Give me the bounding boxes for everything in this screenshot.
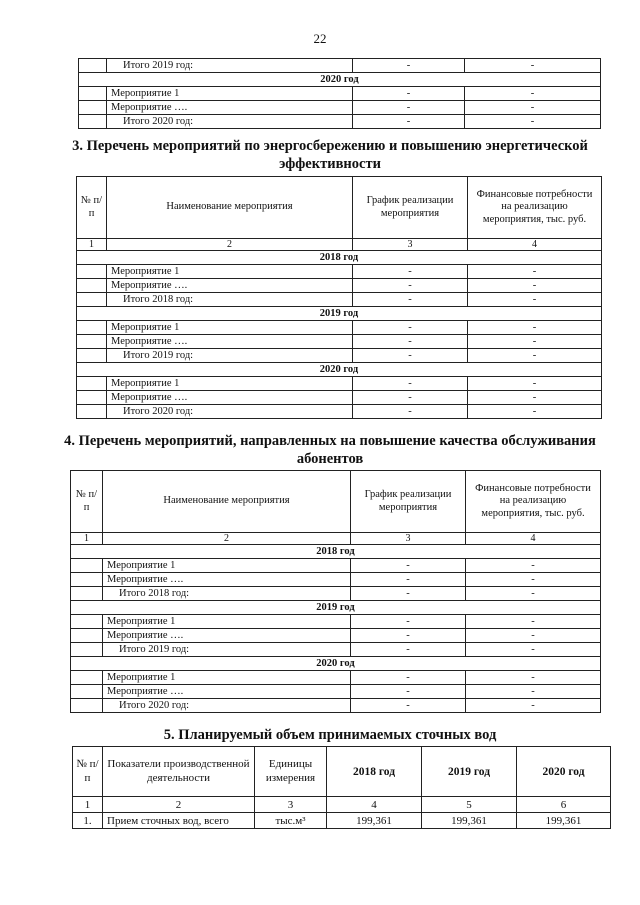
table-row: Итого 2019 год: - - <box>79 59 601 73</box>
table-row: Мероприятие 1 - - <box>77 265 602 279</box>
table-row: Итого 2019 год: - - <box>77 349 602 363</box>
year-label: 2020 год <box>71 657 601 671</box>
year-label: 2020 год <box>77 363 602 377</box>
header-row: № п/п Наименование мероприятия График реализации мероприятия Финансовые потребности на реализацию мероприятия, тыс. руб. <box>71 471 601 533</box>
table-row <box>77 363 602 377</box>
table-row: Итого 2018 год: - - <box>71 587 601 601</box>
table-row: Итого 2020 год: - - <box>77 405 602 419</box>
table-row: Мероприятие …. - - <box>77 391 602 405</box>
table-row: Итого 2020 год: - - <box>71 699 601 713</box>
table-row: Итого 2020 год: - - <box>79 115 601 129</box>
section4-table <box>70 470 601 713</box>
table-row: Мероприятие 1 - - <box>77 377 602 391</box>
year-label: 2020 год <box>79 73 601 87</box>
table-row: Мероприятие 1 - - <box>79 87 601 101</box>
table-row: 1. Прием сточных вод, всего тыс.м³ 199,361 199,361 199,361 <box>73 813 611 829</box>
header-row: № п/п Показатели производственной деятельности Единицы измерения 2018 год 2019 год 2020 год <box>73 747 611 797</box>
table-row: Мероприятие 1 - - <box>71 615 601 629</box>
year-label: 2018 год <box>77 251 602 265</box>
column-numbers-row: 1 2 3 4 <box>71 533 601 545</box>
table-row: Мероприятие …. - - <box>71 573 601 587</box>
section5-table <box>72 746 611 829</box>
table-row: Мероприятие …. - - <box>71 629 601 643</box>
table-row: Мероприятие …. - - <box>77 279 602 293</box>
section3-title: 3. Перечень мероприятий по энергосбережению и повышению энергетической эффективности <box>72 138 588 173</box>
page-number: 22 <box>313 31 327 46</box>
continuation-table <box>78 58 601 129</box>
column-numbers-row: 1 2 3 4 <box>77 239 602 251</box>
table-row: Мероприятие 1 - - <box>71 671 601 685</box>
year-label: 2018 год <box>71 545 601 559</box>
table-row: Итого 2019 год: - - <box>71 643 601 657</box>
section3-table <box>76 176 602 419</box>
table-row <box>77 251 602 265</box>
section5-title: 5. Планируемый объем принимаемых сточных вод <box>163 727 497 743</box>
table-row: Мероприятие 1 - - <box>71 559 601 573</box>
year-label: 2019 год <box>71 601 601 615</box>
table-row <box>71 545 601 559</box>
table-row: Мероприятие …. - - <box>77 335 602 349</box>
table-row: Мероприятие 1 - - <box>77 321 602 335</box>
year-label: 2019 год <box>77 307 602 321</box>
table-row <box>71 601 601 615</box>
table-row <box>77 307 602 321</box>
header-row: № п/п Наименование мероприятия График реализации мероприятия Финансовые потребности на реализацию мероприятия, тыс. руб. <box>77 177 602 239</box>
table-row: Мероприятие …. - - <box>79 101 601 115</box>
year-row <box>79 73 601 87</box>
section4-title: 4. Перечень мероприятий, направленных на повышение качества обслуживания абонентов <box>64 433 596 468</box>
table-row <box>71 657 601 671</box>
table-row: Мероприятие …. - - <box>71 685 601 699</box>
total-label: Итого 2019 год: <box>107 59 353 73</box>
column-numbers-row: 1 2 3 4 5 6 <box>73 797 611 813</box>
table-row: Итого 2018 год: - - <box>77 293 602 307</box>
